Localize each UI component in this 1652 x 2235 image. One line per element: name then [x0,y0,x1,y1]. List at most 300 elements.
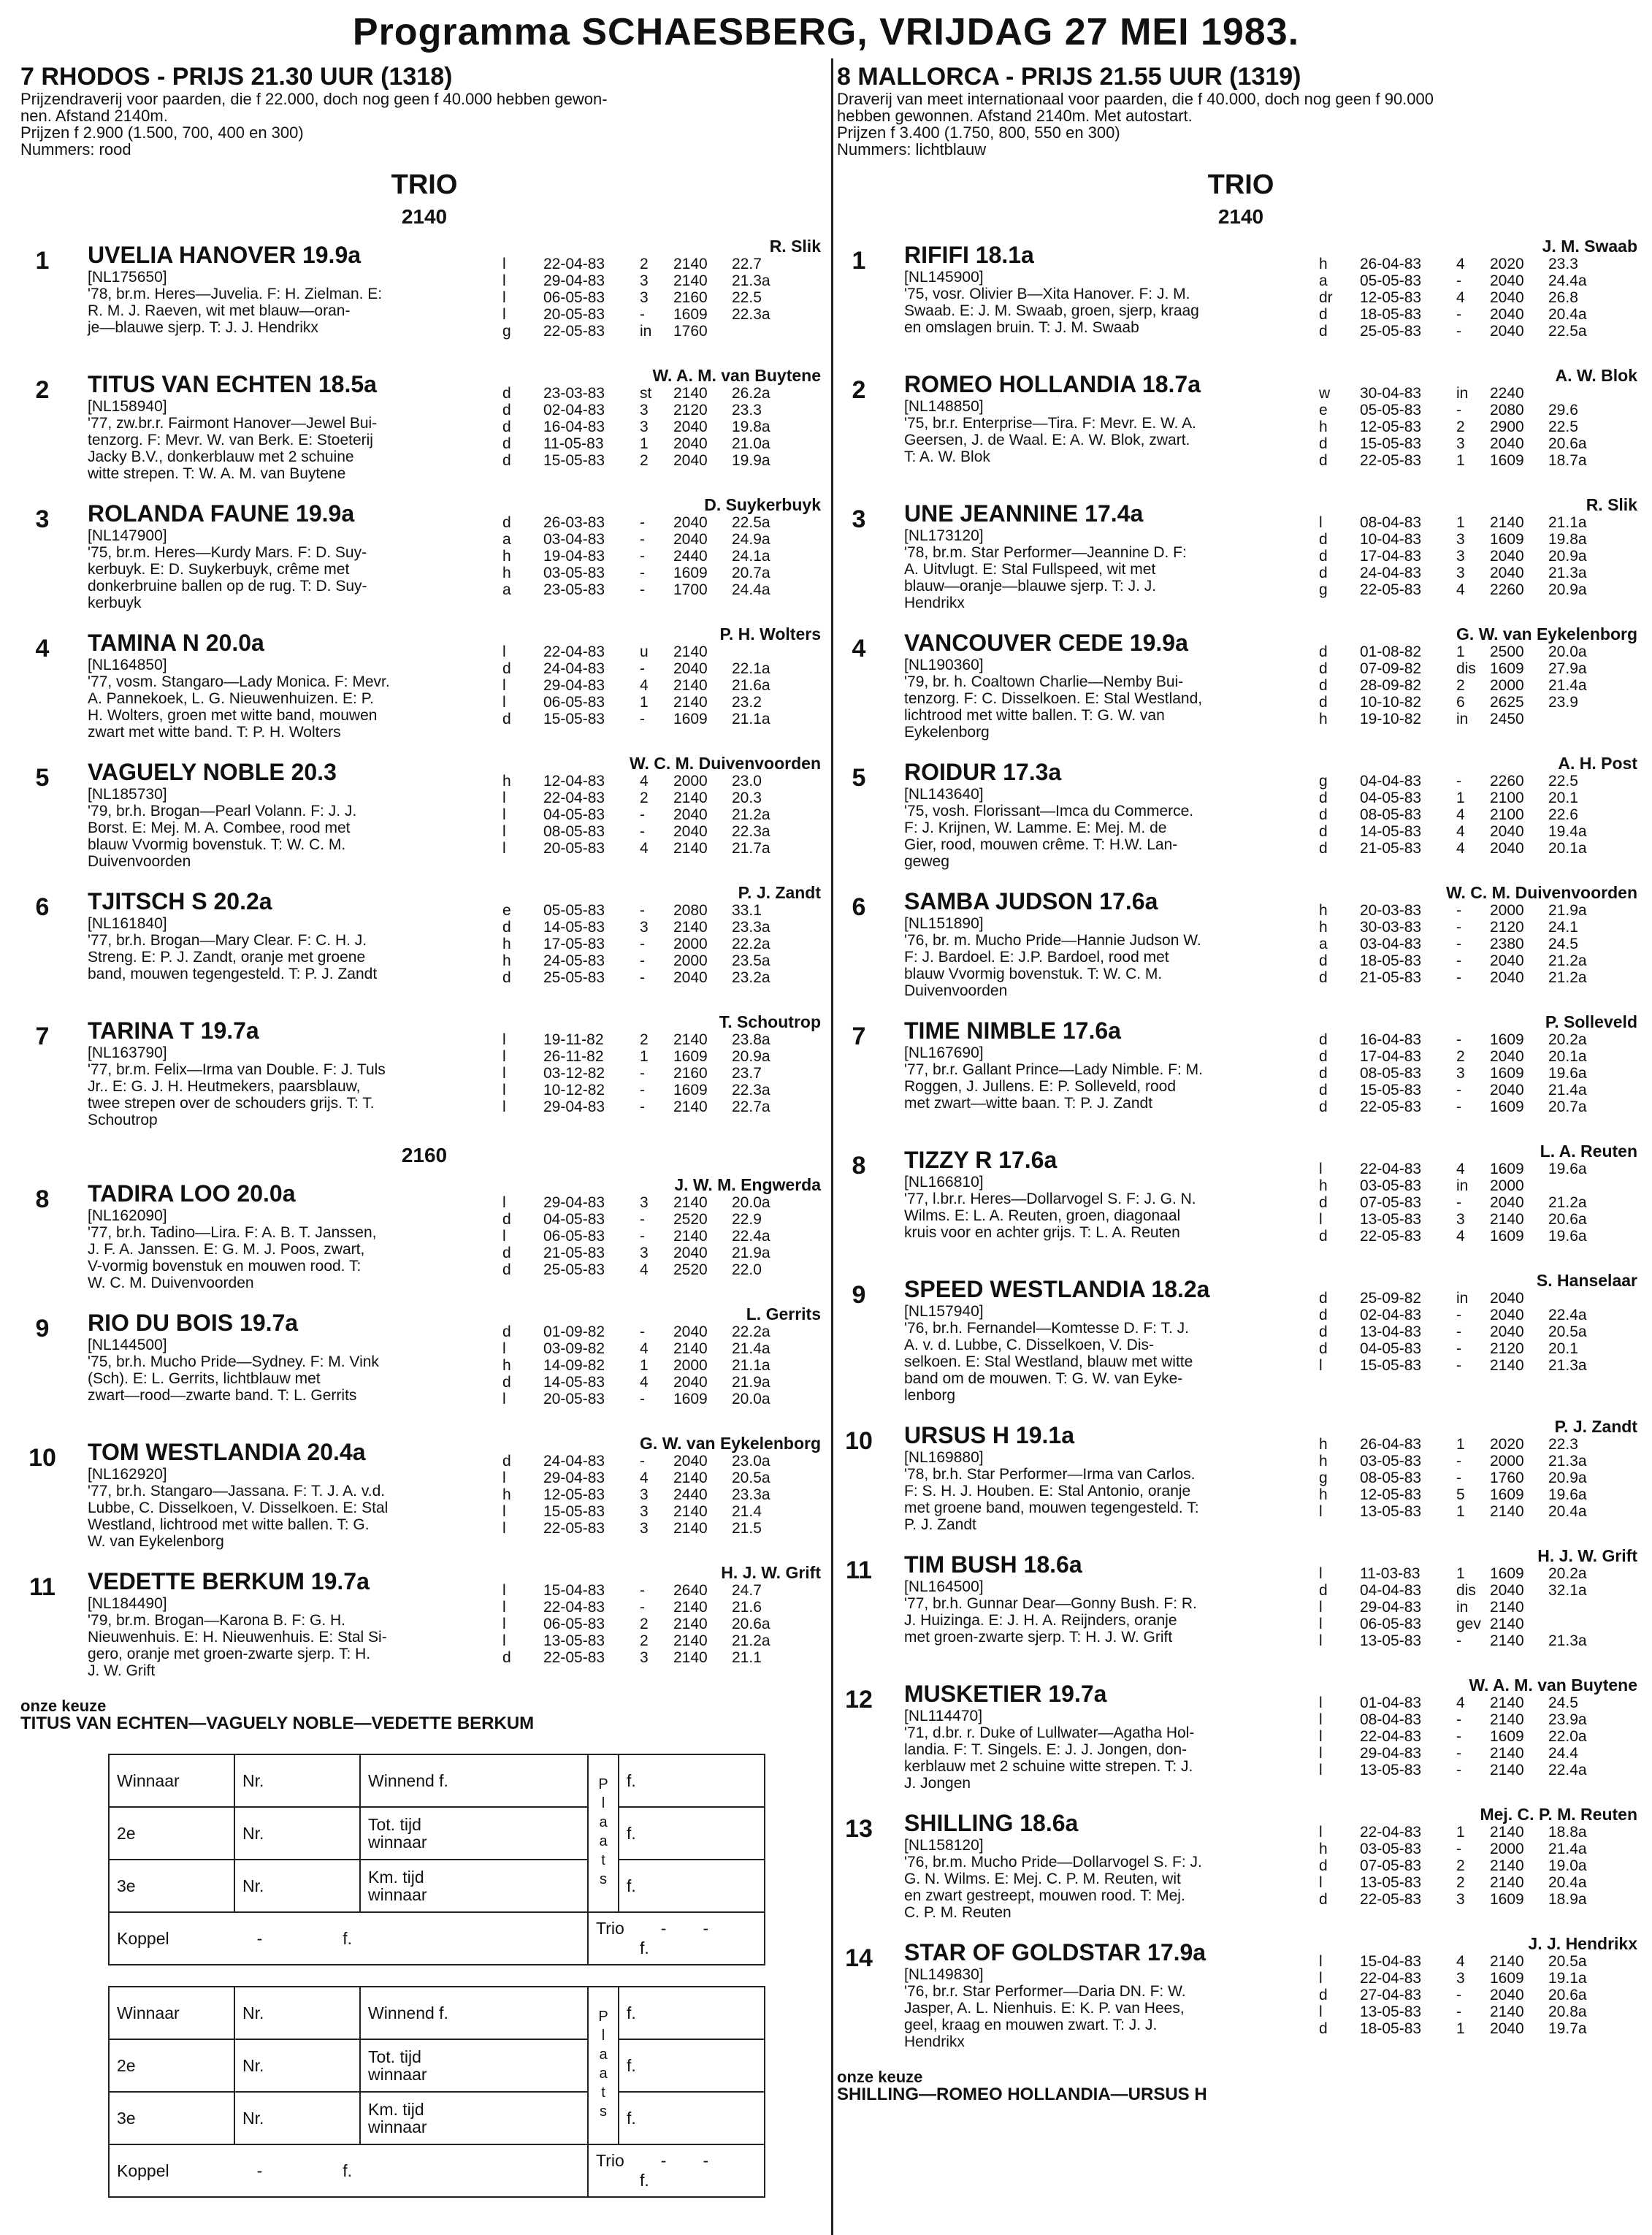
nr-field[interactable]: Nr. [234,1807,360,1860]
koppel-cell [109,1912,588,1965]
horse-number: 2 [35,376,50,404]
horse-entry [20,492,828,622]
plaats-value[interactable]: f. [619,1807,765,1860]
horse-number: 8 [852,1152,866,1180]
race-distance: 2380 [1490,936,1524,952]
race-distance: 2140 [1490,1711,1524,1728]
finish-position: - [640,1453,645,1470]
horse-description [88,915,511,982]
start-row [1319,840,1640,857]
race-date: 29-04-83 [543,1099,605,1115]
track-code: d [1319,969,1328,986]
horse-description-line: [NL157940] [904,1303,984,1320]
race-distance: 2140 [673,1599,708,1616]
horse-name: STAR OF GOLDSTAR 17.9a [904,1939,1207,1965]
track-code: h [1319,1486,1328,1503]
track-code: h [1319,1841,1328,1857]
race-date: 27-04-83 [1360,1987,1422,2003]
finish-position: 1 [1456,643,1465,660]
start-row [1319,565,1640,581]
horse-description-line: en zwart gestreept, mouwen rood. T: Mej. [904,1887,1185,1904]
race-distance: 2140 [1490,1874,1524,1891]
horse-description [904,1044,1328,1112]
result-row [109,1860,765,1912]
track-code: l [502,1599,506,1616]
finish-position: - [1456,1323,1461,1340]
start-row [1319,1340,1640,1357]
finish-position: 3 [1456,1211,1465,1228]
plaats-label: Plaats [588,1987,619,2144]
start-row [502,919,824,936]
finish-position: - [640,1065,645,1082]
race-date: 29-04-83 [543,1470,605,1486]
previous-starts [502,385,824,469]
previous-starts [502,1453,824,1537]
nr-field[interactable]: Nr. [234,2092,360,2144]
race-date: 22-04-83 [1360,1970,1422,1987]
start-row [1319,643,1640,660]
track-code: l [502,643,506,660]
start-row [502,643,824,660]
race-date: 15-05-83 [543,452,605,469]
horse-trainer: W. C. M. Duivenvoorden [1446,883,1637,902]
track-code: l [502,1031,506,1048]
start-row [502,1357,824,1374]
nr-field[interactable]: Nr. [234,2039,360,2092]
previous-starts [1319,1565,1640,1649]
horse-description-line: [NL175650] [88,269,167,286]
race-distance: 2040 [1490,1082,1524,1099]
horse-name: ROMEO HOLLANDIA 18.7a [904,371,1201,397]
horse-description [88,527,511,611]
race-distance: 2080 [673,902,708,919]
horse-description-line: '78, br.m. Star Performer—Jeannine D. F: [904,544,1187,561]
race-distance: 2640 [673,1582,708,1599]
horse-description-line: A. v. d. Lubbe, C. Disselkoen, V. Dis- [904,1337,1154,1353]
keuze-label: onze keuze [20,1697,107,1715]
km-time: 19.4a [1548,823,1587,840]
track-code: d [1319,677,1328,694]
km-time: 18.8a [1548,1824,1587,1841]
track-code: e [1319,402,1328,419]
start-row [502,256,824,272]
plaats-value[interactable]: f. [619,1987,765,2039]
km-time: 23.0 [732,773,762,790]
race-description: Prijzendraverij voor paarden, die f 22.000, doch nog geen f 40.000 hebben gewon- [20,90,608,108]
km-time: 22.5a [732,514,770,531]
start-row [502,452,824,469]
race-date: 02-04-83 [543,402,605,419]
start-row [1319,1841,1640,1857]
finish-position: 4 [1456,581,1465,598]
km-time: 18.9a [1548,1891,1587,1908]
horse-number: 5 [35,764,50,792]
trio-dash: - [660,1919,667,1938]
race-distance: 2040 [673,1374,708,1391]
race-distance: 2040 [673,660,708,677]
horse-description-line: A. Uitvlugt. E: Stal Fullspeed, wit met [904,561,1156,578]
horse-description-line: Westland, lichtrood met witte ballen. T: G. [88,1516,370,1533]
horse-description-line: Wilms. E: L. A. Reuten, groen, diagonaal [904,1207,1181,1224]
finish-position: - [1456,1728,1461,1745]
start-row [1319,1031,1640,1048]
start-row [1319,1970,1640,1987]
start-row [1319,694,1640,711]
km-time: 19.6a [1548,1161,1587,1177]
race-date: 03-04-83 [543,531,605,548]
race-date: 28-09-82 [1360,677,1422,694]
race-date: 16-04-83 [543,419,605,435]
start-row [1319,419,1640,435]
nr-field[interactable]: Nr. [234,1860,360,1912]
finish-position: - [640,1391,645,1407]
value-label-text: Km. tijd [368,1868,424,1887]
horse-trainer: W. A. M. van Buytene [1469,1676,1637,1695]
horse-trainer: G. W. van Eykelenborg [640,1434,821,1453]
race-distance: 2140 [1490,1762,1524,1779]
horse-description-line: Jacky B.V., donkerblauw met 2 schuine [88,448,354,465]
race-distance: 2140 [1490,514,1524,531]
result-row [109,1807,765,1860]
start-row [502,531,824,548]
race-date: 06-05-83 [543,289,605,306]
start-row [502,1323,824,1340]
finish-position: 1 [1456,2020,1465,2037]
horse-description-line: je—blauwe sjerp. T: J. J. Hendrikx [88,319,318,336]
horse-description-line: blauw—oranje—blauwe sjerp. T: J. J. [904,578,1157,595]
horse-description-line: '77, br.h. Brogan—Mary Clear. F: C. H. J. [88,932,367,949]
finish-position: - [640,1599,645,1616]
km-time: 22.5 [1548,419,1578,435]
race-distance: 2040 [1490,323,1524,340]
start-row [1319,256,1640,272]
start-row [1319,902,1640,919]
track-code: d [502,419,511,435]
track-code: d [1319,1228,1328,1245]
track-code: l [1319,1565,1323,1582]
plaats-value[interactable]: f. [619,2092,765,2144]
race-date: 06-05-83 [1360,1616,1422,1632]
start-row [502,419,824,435]
race-date: 08-05-83 [1360,1065,1422,1082]
track-code: h [1319,419,1328,435]
race-distance: 2040 [673,1323,708,1340]
horse-number: 6 [852,893,866,921]
start-row [1319,660,1640,677]
finish-position: 4 [1456,840,1465,857]
finish-position: - [1456,272,1461,289]
km-time: 23.3 [1548,256,1578,272]
finish-position: 1 [1456,1436,1465,1453]
km-time: 20.1 [1548,1340,1578,1357]
km-time: 24.1a [732,548,770,565]
race-distance: 1609 [673,1082,708,1099]
start-row [502,402,824,419]
race-date: 08-05-83 [1360,1470,1422,1486]
start-row [1319,1357,1640,1374]
horse-description-line: [NL166810] [904,1174,984,1191]
start-row [502,1453,824,1470]
horse-entry [20,1302,828,1431]
finish-position: 4 [640,1261,649,1278]
plaats-value[interactable]: f. [619,1860,765,1912]
race-distance: 2040 [1490,289,1524,306]
horse-description-line: Hendrikx [904,2033,965,2050]
track-code: l [502,1099,506,1115]
horse-number: 12 [845,1686,873,1714]
horse-description-line: '71, d.br. r. Duke of Lullwater—Agatha Hol- [904,1724,1195,1741]
race-distance: 1760 [673,323,708,340]
finish-position: 4 [1456,806,1465,823]
horse-description-line: J. Huizinga. E: J. H. A. Reijnders, oranje [904,1612,1177,1629]
place-label: 2e [109,1807,234,1860]
track-code: d [1319,660,1328,677]
start-row [502,1520,824,1537]
horse-entry [20,1560,828,1689]
track-code: d [1319,548,1328,565]
race-distance: 2140 [673,1099,708,1115]
track-code: a [1319,272,1328,289]
race-distance: 2040 [1490,565,1524,581]
horse-entry [837,492,1645,622]
race-date: 08-05-83 [1360,806,1422,823]
race-distance: 2000 [1490,677,1524,694]
horse-description-line: Eykelenborg [904,724,990,741]
trio-cell [588,2144,765,2197]
track-code: d [502,514,511,531]
finish-position: - [640,902,645,919]
horse-trainer: P. J. Zandt [738,883,821,902]
finish-position: 4 [640,1340,649,1357]
race-date: 15-05-83 [1360,1082,1422,1099]
finish-position: in [1456,711,1469,727]
horse-description-line: Schoutrop [88,1112,158,1128]
start-row [1319,289,1640,306]
horse-description-line: Borst. E: Mej. M. A. Combee, rood met [88,820,351,836]
race-distance: 2140 [673,1228,708,1245]
race-date: 04-04-83 [1360,1582,1422,1599]
start-row [1319,323,1640,340]
km-time: 19.8a [1548,531,1587,548]
horse-description-line: [NL114470] [904,1708,983,1724]
previous-starts [1319,1824,1640,1908]
plaats-value[interactable]: f. [619,2039,765,2092]
horse-name: SPEED WESTLANDIA 18.2a [904,1276,1210,1302]
horse-description-line: [NL143640] [904,786,984,803]
horse-description-line: Nieuwenhuis. E: H. Nieuwenhuis. E: Stal Si- [88,1629,387,1646]
place-label: 3e [109,1860,234,1912]
koppel-row [109,2144,765,2197]
track-code: d [1319,806,1328,823]
start-row [1319,272,1640,289]
race-date: 14-05-83 [543,919,605,936]
horse-description-line: zwart met witte band. T: P. H. Wolters [88,724,341,741]
finish-position: 3 [1456,548,1465,565]
race-distance: 1609 [1490,1891,1524,1908]
finish-position: 1 [1456,790,1465,806]
finish-position: - [1456,1711,1461,1728]
km-time: 24.5 [1548,1695,1578,1711]
track-code: d [502,1211,511,1228]
km-time: 21.0a [732,435,770,452]
horse-description-line: Hendrikx [904,595,965,611]
previous-starts [502,902,824,986]
km-time: 24.4a [1548,272,1587,289]
horse-number: 4 [35,635,50,662]
finish-position: 4 [1456,823,1465,840]
race-distance: 2040 [1490,272,1524,289]
race-date: 10-04-83 [1360,531,1422,548]
race-description: Draverij van meet internationaal voor paarden, die f 40.000, doch nog geen f 90.000 [837,90,1434,108]
race-distance: 2040 [1490,2020,1524,2037]
track-code: d [1319,1082,1328,1099]
track-code: l [1319,1599,1323,1616]
finish-position: 6 [1456,694,1465,711]
race-distance: 2040 [673,969,708,986]
finish-position: - [1456,1082,1461,1099]
horse-description [904,1303,1328,1404]
km-time: 27.9a [1548,660,1587,677]
start-row [502,1340,824,1357]
horse-name: TAMINA N 20.0a [88,630,264,656]
race-8-column [837,58,1645,2104]
track-code: d [502,1245,511,1261]
horse-entry [20,1009,828,1139]
race-date: 12-05-83 [543,1486,605,1503]
race-distance: 2140 [673,1031,708,1048]
horse-name: TIME NIMBLE 17.6a [904,1017,1121,1044]
track-code: h [502,1357,511,1374]
horse-description-line: geel, kraag en mouwen zwart. T: J. J. [904,2017,1158,2033]
horse-name: TIM BUSH 18.6a [904,1551,1082,1578]
finish-position: 3 [640,289,649,306]
race-distance: 2040 [673,452,708,469]
finish-position: - [1456,936,1461,952]
km-time: 21.9a [732,1374,770,1391]
race-distance: 2020 [1490,256,1524,272]
race-distance: 2000 [1490,1177,1524,1194]
track-code: l [1319,1970,1323,1987]
km-time: 23.3a [732,919,770,936]
km-time [1548,711,1629,727]
horse-description-line: gero, oranje met groen-zwarte sjerp. T: H. [88,1646,371,1662]
horse-entry [837,1268,1645,1414]
race-date: 08-05-83 [543,823,605,840]
race-date: 01-08-82 [1360,643,1422,660]
track-code: d [502,1374,511,1391]
km-time: 21.2a [732,1632,770,1649]
horse-description-line: J. Jongen [904,1775,971,1792]
start-row [1319,1048,1640,1065]
result-table [108,1754,765,1965]
horse-description-line: band, mouwen tegengesteld. T: P. J. Zandt [88,966,378,982]
horse-description-line: '77, br.r. Gallant Prince—Lady Nimble. F: M. [904,1061,1203,1078]
nr-field[interactable]: Nr. [234,1987,360,2039]
finish-position: - [640,969,645,986]
track-code: d [1319,1099,1328,1115]
race-date: 08-04-83 [1360,1711,1422,1728]
track-code: l [1319,1616,1323,1632]
horse-number: 7 [35,1023,50,1050]
horse-number: 4 [852,635,866,662]
track-code: l [502,1194,506,1211]
start-row [1319,1987,1640,2003]
finish-position: 4 [1456,289,1465,306]
start-row [1319,1161,1640,1177]
horse-description-line: [NL144500] [88,1337,167,1353]
horse-name: VAGUELY NOBLE 20.3 [88,759,337,785]
previous-starts [1319,1695,1640,1779]
race-date: 04-04-83 [1360,773,1422,790]
horse-entry [20,751,828,880]
race-distance: 2020 [1490,1436,1524,1453]
horse-description-line: [NL145900] [904,269,984,286]
finish-position: 3 [640,1649,649,1666]
track-code: d [1319,1031,1328,1048]
horse-name: TITUS VAN ECHTEN 18.5a [88,371,377,397]
race-distance: 2450 [1490,711,1524,727]
race-distance: 2080 [1490,402,1524,419]
nr-field[interactable]: Nr. [234,1754,360,1807]
track-code: d [502,919,511,936]
finish-position: 2 [640,452,649,469]
finish-position: 2 [1456,1857,1465,1874]
distance-heading: 2160 [401,1144,448,1166]
horse-number: 8 [35,1185,50,1213]
race-date: 26-03-83 [543,514,605,531]
result-row [109,2039,765,2092]
km-time: 20.1 [1548,790,1578,806]
horse-entry [837,363,1645,492]
race-distance: 2040 [1490,1307,1524,1323]
start-row [1319,1711,1640,1728]
finish-position: - [1456,1453,1461,1470]
race-distance: 2240 [1490,385,1524,402]
finish-position: 1 [640,435,649,452]
race-distance: 2140 [673,1616,708,1632]
finish-position: 3 [640,419,649,435]
horse-entry [837,1802,1645,1931]
km-time: 33.1 [732,902,762,919]
horse-name: TARINA T 19.7a [88,1017,259,1044]
horse-description-line: V-vormig bovenstuk en mouwen rood. T: [88,1258,362,1275]
start-row [502,823,824,840]
track-code: d [502,1261,511,1278]
start-row [502,806,824,823]
plaats-value[interactable]: f. [619,1754,765,1807]
race-date: 22-05-83 [1360,1228,1422,1245]
finish-position: - [1456,1841,1461,1857]
horse-description-line: lichtrood met witte ballen. T: G. W. van [904,707,1165,724]
race-date: 07-09-82 [1360,660,1422,677]
race-date: 13-04-83 [1360,1323,1422,1340]
race-date: 15-04-83 [543,1582,605,1599]
track-code: g [1319,773,1328,790]
horse-description-line: landia. F: T. Singels. E: J. J. Jongen, don- [904,1741,1188,1758]
horse-entry [20,1172,828,1302]
km-time: 21.6a [732,677,770,694]
race-date: 11-05-83 [543,435,604,452]
horse-description-line: Streng. E: P. J. Zandt, oranje met groene [88,949,366,966]
value-label [360,2092,588,2144]
km-time: 20.9a [1548,548,1587,565]
race-date: 03-12-82 [543,1065,605,1082]
finish-position: 4 [1456,1228,1465,1245]
km-time: 22.3 [1548,1436,1578,1453]
horse-name: UVELIA HANOVER 19.9a [88,242,362,268]
start-row [1319,1436,1640,1453]
km-time: 20.5a [1548,1323,1587,1340]
